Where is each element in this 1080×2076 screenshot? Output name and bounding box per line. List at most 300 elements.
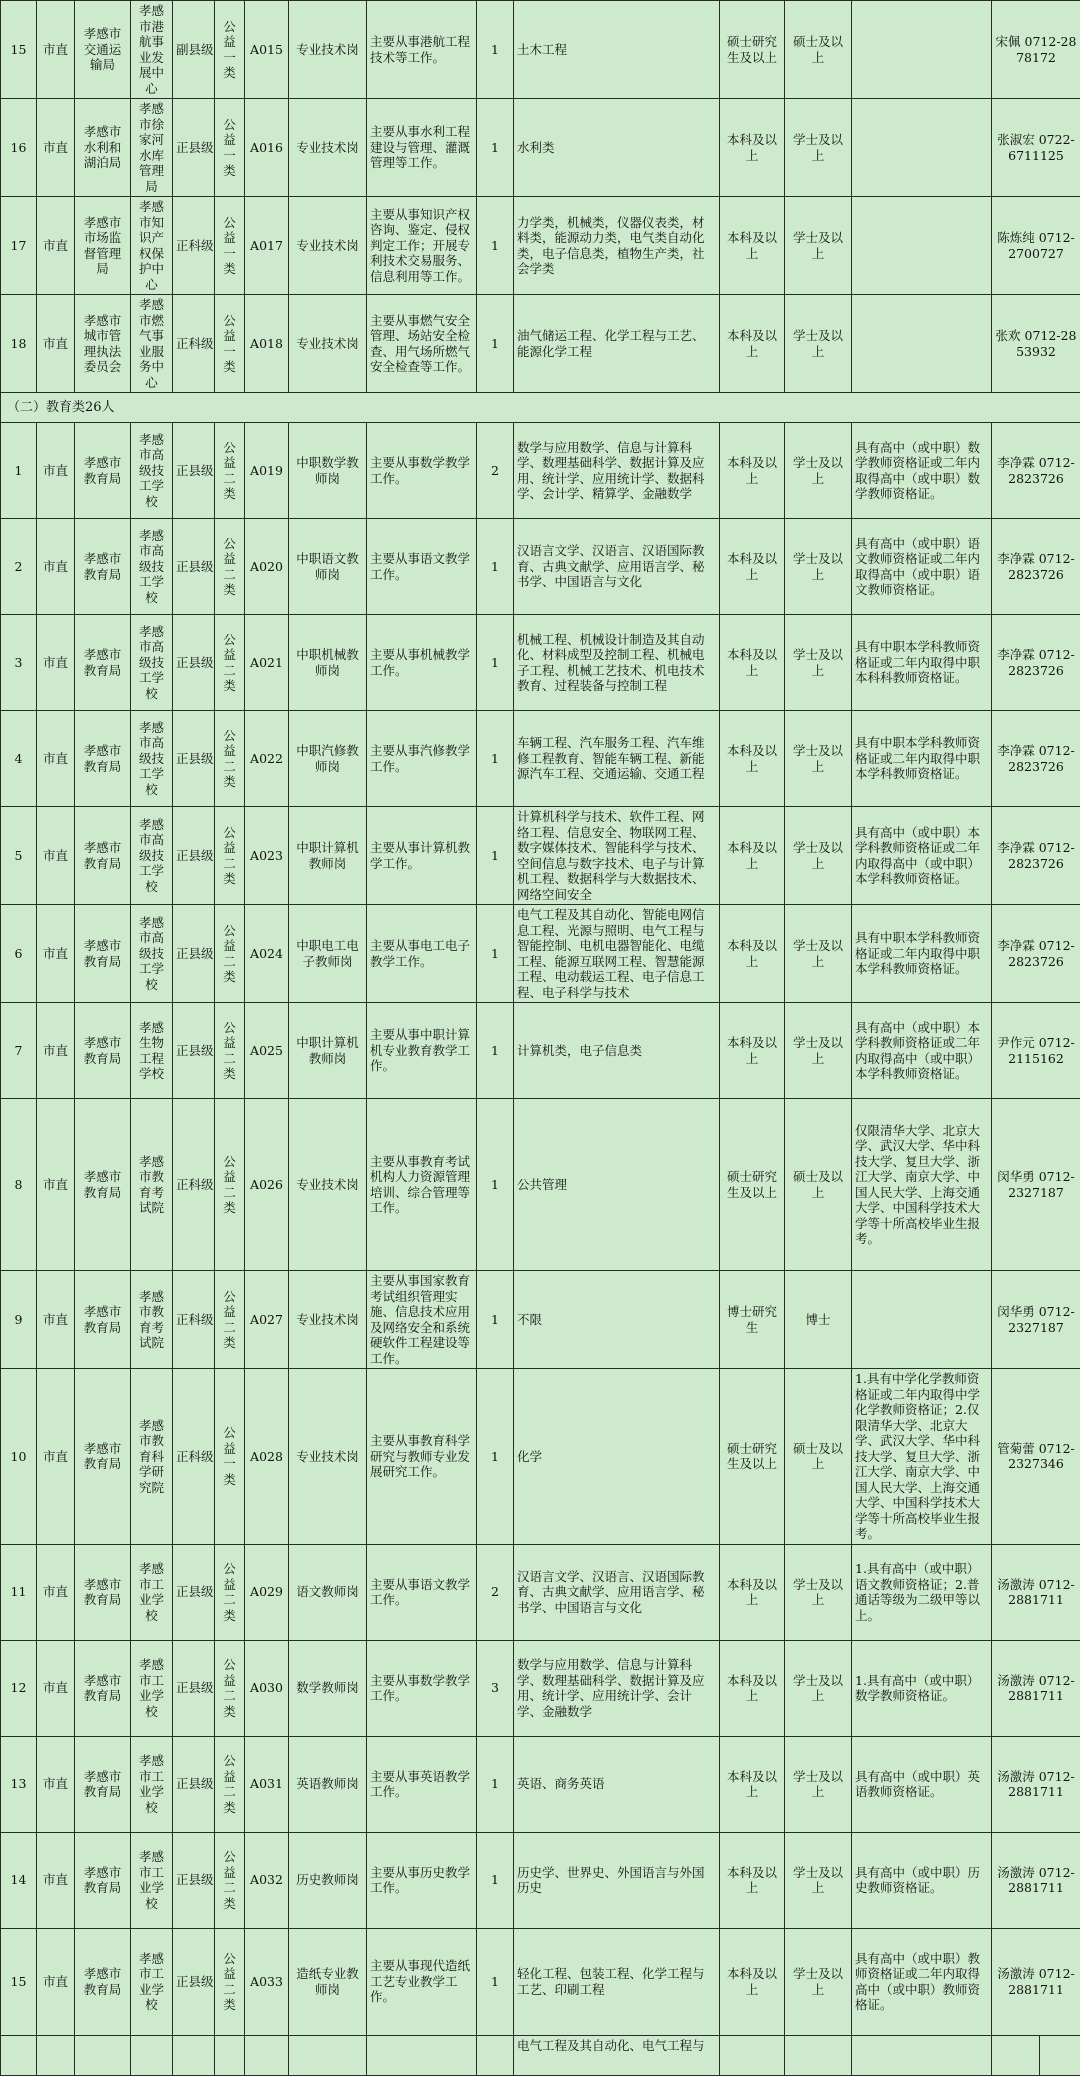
- cell-major: 化学: [514, 1369, 720, 1545]
- cell-major-partial: 电气工程及其自动化、电气工程与: [514, 2035, 720, 2075]
- cell-blank: [75, 2035, 131, 2075]
- cell-grade: 正县级: [173, 1003, 215, 1099]
- cell-degree: 学士及以上: [785, 519, 852, 615]
- cell-code: A032: [245, 1832, 289, 1928]
- table-row: [1, 1832, 1080, 1928]
- cell-category: 公益二类: [215, 1271, 245, 1369]
- cell-no: 10: [1, 1369, 37, 1545]
- cell-degree: 学士及以上: [785, 711, 852, 807]
- cell-grade: 正科级: [173, 1369, 215, 1545]
- table-row: [1, 1736, 1080, 1832]
- cell-category: 公益二类: [215, 615, 245, 711]
- cell-contact: 汤激涛 0712-2881711: [992, 1928, 1080, 2035]
- cell-blank: [785, 2035, 852, 2075]
- cell-other: 具有高中（或中职）教师资格证或二年内取得高中（或中职）教师资格证。: [852, 1928, 992, 2035]
- cell-duty: 主要从事数学教学工作。: [367, 423, 477, 519]
- cell-other: [852, 99, 992, 197]
- cell-count: 1: [477, 1003, 514, 1099]
- cell-major: 历史学、世界史、外国语言与外国历史: [514, 1832, 720, 1928]
- cell-dept: 孝感市教育局: [75, 615, 131, 711]
- cell-contact: 张欢 0712-2853932: [992, 295, 1080, 393]
- cell-no: 5: [1, 807, 37, 905]
- cell-dept: 孝感市教育局: [75, 1271, 131, 1369]
- cell-unit: 孝感市高级技工学校: [131, 615, 173, 711]
- cell-duty: 主要从事教育考试机构人力资源管理培训、综合管理等工作。: [367, 1099, 477, 1271]
- cell-category: 公益二类: [215, 1736, 245, 1832]
- cell-unit: 孝感市教育科学研究院: [131, 1369, 173, 1545]
- cell-other: 具有高中（或中职）本学科教师资格证或二年内取得高中（或中职）本学科教师资格证。: [852, 1003, 992, 1099]
- cell-category: 公益二类: [215, 1544, 245, 1640]
- cell-no: 2: [1, 519, 37, 615]
- cell-education: 本科及以上: [720, 197, 785, 295]
- cell-count: 2: [477, 423, 514, 519]
- cell-contact: 陈炼纯 0712-2700727: [992, 197, 1080, 295]
- cell-post: 中职计算机教师岗: [289, 1003, 367, 1099]
- cell-level: 市直: [37, 423, 75, 519]
- cell-dept: 孝感市教育局: [75, 807, 131, 905]
- cell-dept: 孝感市教育局: [75, 519, 131, 615]
- table-row: [1, 1, 1080, 99]
- cell-category: 公益二类: [215, 423, 245, 519]
- table-row: [1, 1640, 1080, 1736]
- cell-degree: 学士及以上: [785, 807, 852, 905]
- cell-code: A027: [245, 1271, 289, 1369]
- cell-no: 1: [1, 423, 37, 519]
- cell-duty: 主要从事数学教学工作。: [367, 1640, 477, 1736]
- cell-dept: 孝感市交通运输局: [75, 1, 131, 99]
- cell-education: 博士研究生: [720, 1271, 785, 1369]
- cell-blank: [245, 2035, 289, 2075]
- cell-dept: 孝感市水利和湖泊局: [75, 99, 131, 197]
- table-row: [1, 615, 1080, 711]
- cell-major: 不限: [514, 1271, 720, 1369]
- cell-level: 市直: [37, 1099, 75, 1271]
- table-row: [1, 905, 1080, 1003]
- cell-duty: 主要从事中职计算机专业教育教学工作。: [367, 1003, 477, 1099]
- cell-code: A029: [245, 1544, 289, 1640]
- cell-contact: 汤激涛 0712-2881711: [992, 1544, 1080, 1640]
- cell-grade: 正县级: [173, 807, 215, 905]
- cell-blank: [1040, 2035, 1080, 2075]
- cell-category: 公益二类: [215, 519, 245, 615]
- cell-education: 硕士研究生及以上: [720, 1099, 785, 1271]
- cell-education: 本科及以上: [720, 1928, 785, 2035]
- cell-code: A019: [245, 423, 289, 519]
- cell-count: 3: [477, 1640, 514, 1736]
- table-body-education: [1, 423, 1080, 2036]
- cell-duty: 主要从事历史教学工作。: [367, 1832, 477, 1928]
- cell-grade: 正县级: [173, 711, 215, 807]
- cell-contact: 李净霖 0712-2823726: [992, 905, 1080, 1003]
- cell-education: 本科及以上: [720, 615, 785, 711]
- cell-level: 市直: [37, 1928, 75, 2035]
- cell-grade: 正科级: [173, 295, 215, 393]
- cell-post: 中职数学教师岗: [289, 423, 367, 519]
- cell-code: A015: [245, 1, 289, 99]
- cell-unit: 孝感市知识产权保护中心: [131, 197, 173, 295]
- cell-contact: 尹作元 0712-2115162: [992, 1003, 1080, 1099]
- cell-code: A017: [245, 197, 289, 295]
- cell-contact: 汤激涛 0712-2881711: [992, 1736, 1080, 1832]
- table-row: [1, 423, 1080, 519]
- table-body-section: [1, 393, 1080, 423]
- cell-count: 1: [477, 1736, 514, 1832]
- cell-dept: 孝感市市场监督管理局: [75, 197, 131, 295]
- cell-education: 硕士研究生及以上: [720, 1369, 785, 1545]
- cell-category: 公益二类: [215, 1640, 245, 1736]
- cell-degree: 学士及以上: [785, 1003, 852, 1099]
- cell-contact: 闵华勇 0712-2327187: [992, 1099, 1080, 1271]
- cell-level: 市直: [37, 1003, 75, 1099]
- cell-level: 市直: [37, 615, 75, 711]
- cell-degree: 博士: [785, 1271, 852, 1369]
- cell-post: 专业技术岗: [289, 197, 367, 295]
- cell-post: 专业技术岗: [289, 1099, 367, 1271]
- cell-post: 专业技术岗: [289, 99, 367, 197]
- cell-dept: 孝感市教育局: [75, 711, 131, 807]
- cell-education: 本科及以上: [720, 1544, 785, 1640]
- cell-post: 造纸专业教师岗: [289, 1928, 367, 2035]
- cell-education: 本科及以上: [720, 807, 785, 905]
- cell-post: 中职汽修教师岗: [289, 711, 367, 807]
- cell-category: 公益二类: [215, 1928, 245, 2035]
- cell-grade: 正县级: [173, 99, 215, 197]
- cell-major: 数学与应用数学、信息与计算科学、数理基础科学、数据计算及应用、统计学、应用统计学、会计学、金融数学: [514, 1640, 720, 1736]
- cell-duty: 主要从事知识产权咨询、鉴定、侵权判定工作；开展专利技术交易服务、信息利用等工作。: [367, 197, 477, 295]
- cell-post: 中职语文教师岗: [289, 519, 367, 615]
- cell-education: 本科及以上: [720, 711, 785, 807]
- cell-education: 硕士研究生及以上: [720, 1, 785, 99]
- section-header: （二）教育类26人: [1, 393, 1080, 423]
- cell-grade: 正县级: [173, 1544, 215, 1640]
- cell-other: 具有中职本学科教师资格证或二年内取得中职本学科教师资格证。: [852, 905, 992, 1003]
- cell-unit: 孝感市高级技工学校: [131, 711, 173, 807]
- cell-no: 7: [1, 1003, 37, 1099]
- cell-duty: 主要从事燃气安全管理、场站安全检查、用气场所燃气安全检查等工作。: [367, 295, 477, 393]
- cell-duty: 主要从事现代造纸工艺专业教学工作。: [367, 1928, 477, 2035]
- cell-code: A021: [245, 615, 289, 711]
- cell-unit: 孝感市高级技工学校: [131, 519, 173, 615]
- cell-unit: 孝感市燃气事业服务中心: [131, 295, 173, 393]
- cell-category: 公益一类: [215, 1, 245, 99]
- cell-level: 市直: [37, 1271, 75, 1369]
- cell-post: 英语教师岗: [289, 1736, 367, 1832]
- cell-category: 公益二类: [215, 711, 245, 807]
- cell-grade: 正科级: [173, 1099, 215, 1271]
- cell-contact: 李净霖 0712-2823726: [992, 519, 1080, 615]
- cell-degree: 硕士及以上: [785, 1, 852, 99]
- cell-unit: 孝感市工业学校: [131, 1640, 173, 1736]
- cell-duty: 主要从事教育科学研究与教师专业发展研究工作。: [367, 1369, 477, 1545]
- cell-category: 公益二类: [215, 905, 245, 1003]
- cell-unit: 孝感市工业学校: [131, 1832, 173, 1928]
- cell-major: 汉语言文学、汉语言、汉语国际教育、古典文献学、应用语言学、秘书学、中国语言与文化: [514, 1544, 720, 1640]
- cell-code: A031: [245, 1736, 289, 1832]
- cell-no: 14: [1, 1832, 37, 1928]
- cell-blank: [992, 2035, 1040, 2075]
- table-body-top: [1, 1, 1080, 393]
- cell-degree: 学士及以上: [785, 1928, 852, 2035]
- cell-level: 市直: [37, 295, 75, 393]
- cell-degree: 学士及以上: [785, 197, 852, 295]
- table-row: [1, 1003, 1080, 1099]
- cell-blank: [1, 2035, 37, 2075]
- cell-other: 具有高中（或中职）英语教师资格证。: [852, 1736, 992, 1832]
- cell-grade: 正科级: [173, 1271, 215, 1369]
- cell-major: 汉语言文学、汉语言、汉语国际教育、古典文献学、应用语言学、秘书学、中国语言与文化: [514, 519, 720, 615]
- cell-other: 具有高中（或中职）本学科教师资格证或二年内取得高中（或中职）本学科教师资格证。: [852, 807, 992, 905]
- cell-unit: 孝感市教育考试院: [131, 1099, 173, 1271]
- cell-post: 专业技术岗: [289, 1, 367, 99]
- cell-duty: 主要从事汽修教学工作。: [367, 711, 477, 807]
- cell-major: 计算机科学与技术、软件工程、网络工程、信息安全、物联网工程、数字媒体技术、智能科学与技术、空间信息与数字技术、电子与计算机工程、数据科学与大数据技术、网络空间安全: [514, 807, 720, 905]
- cell-code: A025: [245, 1003, 289, 1099]
- cell-contact: 宋佩 0712-2878172: [992, 1, 1080, 99]
- cell-grade: 正县级: [173, 1832, 215, 1928]
- table-row: [1, 711, 1080, 807]
- cell-major: 公共管理: [514, 1099, 720, 1271]
- cell-count: 1: [477, 1099, 514, 1271]
- cell-major: 车辆工程、汽车服务工程、汽车维修工程教育、智能车辆工程、新能源汽车工程、交通运输、交通工程: [514, 711, 720, 807]
- cell-other: 具有高中（或中职）语文教师资格证或二年内取得高中（或中职）语文教师资格证。: [852, 519, 992, 615]
- section-header-row: [1, 393, 1080, 423]
- cell-dept: 孝感市城市管理执法委员会: [75, 295, 131, 393]
- cell-code: A016: [245, 99, 289, 197]
- cell-duty: 主要从事国家教育考试组织管理实施、信息技术应用及网络安全和系统硬软件工程建设等工作。: [367, 1271, 477, 1369]
- cell-grade: 正县级: [173, 905, 215, 1003]
- table-row: [1, 1271, 1080, 1369]
- cell-blank: [131, 2035, 173, 2075]
- cell-code: A020: [245, 519, 289, 615]
- cell-no: 6: [1, 905, 37, 1003]
- cell-degree: 学士及以上: [785, 423, 852, 519]
- cell-education: 本科及以上: [720, 1736, 785, 1832]
- cell-level: 市直: [37, 99, 75, 197]
- cell-code: A026: [245, 1099, 289, 1271]
- cell-other: 1.具有高中（或中职）数学教师资格证。: [852, 1640, 992, 1736]
- cell-other: 仅限清华大学、北京大学、武汉大学、华中科技大学、复旦大学、浙江大学、南京大学、中国人民大学、上海交通大学、中国科学技术大学等十所高校毕业生报考。: [852, 1099, 992, 1271]
- trailing-partial-row: [1, 2035, 1080, 2075]
- cell-major: 机械工程、机械设计制造及其自动化、材料成型及控制工程、机械电子工程、机械工艺技术、机电技术教育、过程装备与控制工程: [514, 615, 720, 711]
- cell-contact: 李净霖 0712-2823726: [992, 711, 1080, 807]
- cell-dept: 孝感市教育局: [75, 1640, 131, 1736]
- cell-contact: 汤激涛 0712-2881711: [992, 1832, 1080, 1928]
- cell-count: 1: [477, 615, 514, 711]
- cell-degree: 学士及以上: [785, 1544, 852, 1640]
- table-row: [1, 1369, 1080, 1545]
- cell-degree: 学士及以上: [785, 1832, 852, 1928]
- table-row: [1, 1928, 1080, 2035]
- cell-grade: 正科级: [173, 197, 215, 295]
- cell-post: 中职机械教师岗: [289, 615, 367, 711]
- cell-post: 专业技术岗: [289, 1271, 367, 1369]
- cell-category: 公益一类: [215, 1369, 245, 1545]
- cell-post: 中职计算机教师岗: [289, 807, 367, 905]
- cell-level: 市直: [37, 1736, 75, 1832]
- table-row: [1, 1099, 1080, 1271]
- cell-dept: 孝感市教育局: [75, 1369, 131, 1545]
- cell-major: 计算机类，电子信息类: [514, 1003, 720, 1099]
- cell-unit: 孝感市工业学校: [131, 1736, 173, 1832]
- cell-count: 1: [477, 1, 514, 99]
- cell-contact: 李净霖 0712-2823726: [992, 615, 1080, 711]
- cell-category: 公益二类: [215, 807, 245, 905]
- cell-code: A018: [245, 295, 289, 393]
- cell-no: 17: [1, 197, 37, 295]
- cell-no: 9: [1, 1271, 37, 1369]
- cell-level: 市直: [37, 1, 75, 99]
- cell-post: 历史教师岗: [289, 1832, 367, 1928]
- table-row: [1, 1544, 1080, 1640]
- cell-grade: 正县级: [173, 615, 215, 711]
- cell-dept: 孝感市教育局: [75, 1099, 131, 1271]
- cell-contact: 李净霖 0712-2823726: [992, 423, 1080, 519]
- cell-unit: 孝感市教育考试院: [131, 1271, 173, 1369]
- cell-count: 1: [477, 1832, 514, 1928]
- cell-degree: 学士及以上: [785, 295, 852, 393]
- cell-contact: 张淑宏 0722-6711125: [992, 99, 1080, 197]
- cell-other: 1.具有高中（或中职）语文教师资格证；2.普通话等级为二级甲等以上。: [852, 1544, 992, 1640]
- cell-count: 1: [477, 711, 514, 807]
- cell-education: 本科及以上: [720, 519, 785, 615]
- cell-degree: 硕士及以上: [785, 1099, 852, 1271]
- cell-blank: [215, 2035, 245, 2075]
- cell-other: 具有高中（或中职）数学教师资格证或二年内取得高中（或中职）数学教师资格证。: [852, 423, 992, 519]
- cell-count: 1: [477, 1928, 514, 2035]
- cell-no: 13: [1, 1736, 37, 1832]
- cell-other: 具有中职本学科教师资格证或二年内取得中职本科科教师资格证。: [852, 615, 992, 711]
- cell-unit: 孝感市高级技工学校: [131, 423, 173, 519]
- cell-degree: 学士及以上: [785, 1640, 852, 1736]
- cell-education: 本科及以上: [720, 905, 785, 1003]
- table-row: [1, 519, 1080, 615]
- cell-count: 1: [477, 905, 514, 1003]
- cell-category: 公益一类: [215, 99, 245, 197]
- cell-other: [852, 295, 992, 393]
- cell-post: 中职电工电子教师岗: [289, 905, 367, 1003]
- cell-count: 1: [477, 519, 514, 615]
- cell-dept: 孝感市教育局: [75, 423, 131, 519]
- cell-grade: 正县级: [173, 519, 215, 615]
- cell-education: 本科及以上: [720, 1832, 785, 1928]
- cell-dept: 孝感市教育局: [75, 1736, 131, 1832]
- cell-degree: 学士及以上: [785, 99, 852, 197]
- cell-degree: 硕士及以上: [785, 1369, 852, 1545]
- cell-other: [852, 1271, 992, 1369]
- cell-level: 市直: [37, 1640, 75, 1736]
- cell-blank: [289, 2035, 367, 2075]
- cell-count: 1: [477, 99, 514, 197]
- cell-level: 市直: [37, 1544, 75, 1640]
- cell-post: 专业技术岗: [289, 295, 367, 393]
- cell-education: 本科及以上: [720, 99, 785, 197]
- cell-blank: [477, 2035, 514, 2075]
- cell-dept: 孝感市教育局: [75, 1003, 131, 1099]
- cell-dept: 孝感市教育局: [75, 1928, 131, 2035]
- cell-contact: 闵华勇 0712-2327187: [992, 1271, 1080, 1369]
- cell-contact: 李净霖 0712-2823726: [992, 807, 1080, 905]
- cell-blank: [37, 2035, 75, 2075]
- cell-duty: 主要从事英语教学工作。: [367, 1736, 477, 1832]
- cell-major: 数学与应用数学、信息与计算科学、数理基础科学、数据计算及应用、统计学、应用统计学、数据科学、会计学、精算学、金融数学: [514, 423, 720, 519]
- cell-code: A024: [245, 905, 289, 1003]
- cell-major: 力学类，机械类，仪器仪表类，材料类，能源动力类，电气类自动化类，电子信息类，植物生产类，社会学类: [514, 197, 720, 295]
- cell-other: 具有高中（或中职）历史教师资格证。: [852, 1832, 992, 1928]
- cell-level: 市直: [37, 1832, 75, 1928]
- cell-code: A030: [245, 1640, 289, 1736]
- cell-no: 4: [1, 711, 37, 807]
- cell-duty: 主要从事机械教学工作。: [367, 615, 477, 711]
- cell-other: [852, 197, 992, 295]
- cell-grade: 正县级: [173, 1640, 215, 1736]
- cell-unit: 孝感市工业学校: [131, 1928, 173, 2035]
- cell-major: 轻化工程、包装工程、化学工程与工艺、印刷工程: [514, 1928, 720, 2035]
- cell-count: 1: [477, 295, 514, 393]
- cell-degree: 学士及以上: [785, 1736, 852, 1832]
- cell-unit: 孝感生物工程学校: [131, 1003, 173, 1099]
- cell-count: 1: [477, 807, 514, 905]
- cell-other: [852, 1, 992, 99]
- cell-no: 15: [1, 1928, 37, 2035]
- cell-blank: [173, 2035, 215, 2075]
- cell-post: 专业技术岗: [289, 1369, 367, 1545]
- cell-count: 1: [477, 1369, 514, 1545]
- table-row: [1, 99, 1080, 197]
- table-row: [1, 807, 1080, 905]
- cell-no: 11: [1, 1544, 37, 1640]
- cell-no: 8: [1, 1099, 37, 1271]
- cell-level: 市直: [37, 519, 75, 615]
- cell-no: 3: [1, 615, 37, 711]
- cell-degree: 学士及以上: [785, 615, 852, 711]
- cell-unit: 孝感市徐家河水库管理局: [131, 99, 173, 197]
- cell-education: 本科及以上: [720, 423, 785, 519]
- cell-education: 本科及以上: [720, 295, 785, 393]
- cell-code: A028: [245, 1369, 289, 1545]
- cell-blank: [367, 2035, 477, 2075]
- cell-education: 本科及以上: [720, 1003, 785, 1099]
- cell-count: 2: [477, 1544, 514, 1640]
- cell-duty: 主要从事语文教学工作。: [367, 519, 477, 615]
- cell-duty: 主要从事电工电子教学工作。: [367, 905, 477, 1003]
- table-row: [1, 197, 1080, 295]
- cell-duty: 主要从事水利工程建设与管理、灌溉管理等工作。: [367, 99, 477, 197]
- cell-level: 市直: [37, 905, 75, 1003]
- cell-code: A023: [245, 807, 289, 905]
- cell-code: A022: [245, 711, 289, 807]
- cell-major: 电气工程及其自动化、智能电网信息工程、光源与照明、电气工程与智能控制、电机电器智能化、电缆工程、能源互联网工程、智慧能源工程、电动载运工程、电子信息工程、电子科学与技术: [514, 905, 720, 1003]
- cell-grade: 正县级: [173, 1928, 215, 2035]
- cell-major: 水利类: [514, 99, 720, 197]
- cell-blank: [720, 2035, 785, 2075]
- cell-contact: 管菊蕾 0712-2327346: [992, 1369, 1080, 1545]
- cell-other: 1.具有中学化学教师资格证或二年内取得中学化学教师资格证；2.仅限清华大学、北京大学、武汉大学、华中科技大学、复旦大学、浙江大学、南京大学、中国人民大学、上海交通大学、中国科学技术大学等十所高校毕业生报考。: [852, 1369, 992, 1545]
- table-row: [1, 295, 1080, 393]
- cell-dept: 孝感市教育局: [75, 1544, 131, 1640]
- cell-dept: 孝感市教育局: [75, 905, 131, 1003]
- cell-education: 本科及以上: [720, 1640, 785, 1736]
- cell-category: 公益一类: [215, 295, 245, 393]
- cell-category: 公益二类: [215, 1832, 245, 1928]
- cell-duty: 主要从事语文教学工作。: [367, 1544, 477, 1640]
- cell-unit: 孝感市高级技工学校: [131, 807, 173, 905]
- cell-unit: 孝感市港航事业发展中心: [131, 1, 173, 99]
- cell-level: 市直: [37, 197, 75, 295]
- cell-major: 土木工程: [514, 1, 720, 99]
- cell-post: 数学教师岗: [289, 1640, 367, 1736]
- cell-other: 具有中职本学科教师资格证或二年内取得中职本学科教师资格证。: [852, 711, 992, 807]
- cell-major: 油气储运工程、化学工程与工艺、能源化学工程: [514, 295, 720, 393]
